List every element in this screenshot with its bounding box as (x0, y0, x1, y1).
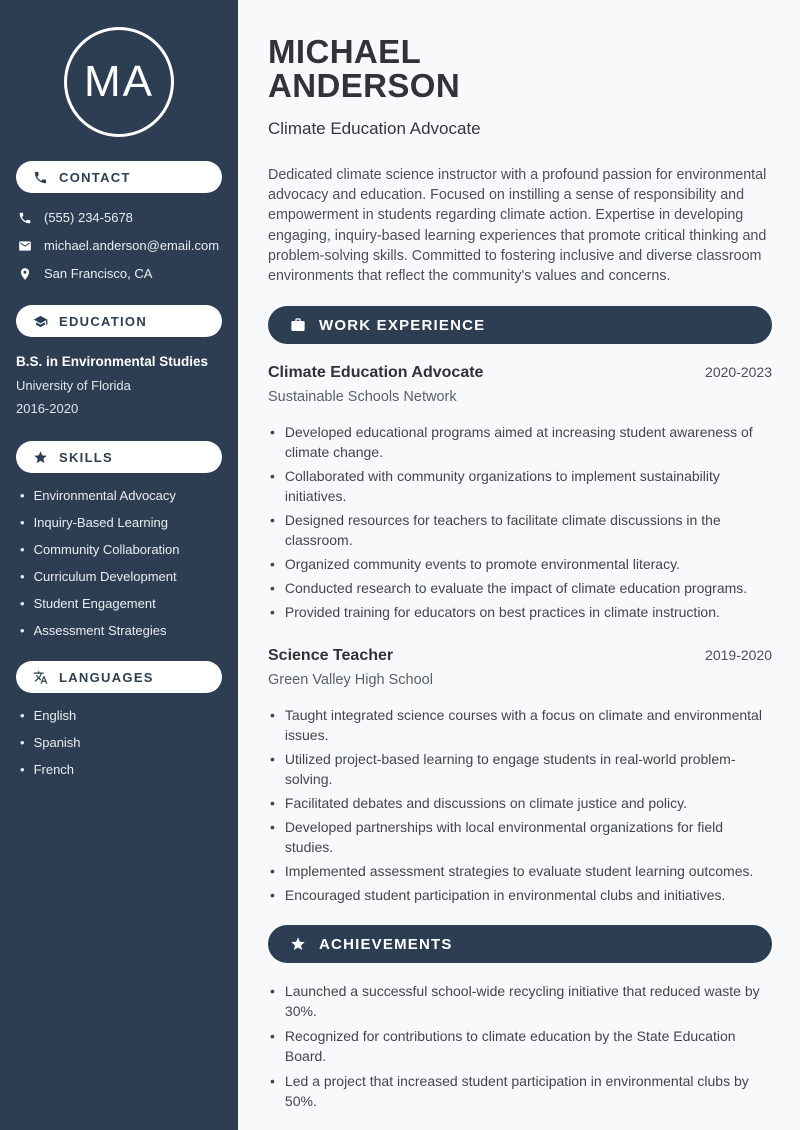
phone-icon (33, 170, 48, 185)
contact-section-header (16, 161, 222, 193)
job-dates: 2020-2023 (705, 364, 772, 381)
phone-number: (555) 234-5678 (44, 210, 133, 225)
sidebar (0, 0, 238, 1130)
language-item: • Spanish (20, 735, 230, 750)
name-line-1: MICHAEL (268, 33, 422, 70)
work-experience-label: WORK EXPERIENCE (319, 316, 486, 334)
language-item: • French (20, 762, 230, 777)
email-address: michael.anderson@email.com (44, 238, 220, 253)
languages-section-header (16, 661, 222, 693)
skills-list (0, 488, 238, 638)
contact-list (18, 210, 228, 281)
contact-section-label: CONTACT (59, 169, 131, 185)
avatar-initials: MA (84, 57, 154, 106)
job-header (268, 364, 772, 382)
degree-title: B.S. in Environmental Studies (16, 354, 209, 369)
star-icon (290, 936, 306, 952)
avatar (64, 27, 174, 137)
job-bullet: • Facilitated debates and discussions on climate justice and policy. (268, 793, 772, 813)
skill-item: • Curriculum Development (20, 569, 230, 584)
contact-phone (18, 210, 228, 225)
job-bullet: • Organized community events to promote environmental literacy. (268, 554, 772, 574)
job-bullet: • Encouraged student participation in environmental clubs and initiatives. (268, 885, 772, 905)
mail-icon (18, 239, 32, 253)
person-name (268, 35, 772, 103)
achievement-bullet: • Recognized for contributions to climate education by the State Education Board. (268, 1026, 772, 1066)
translate-icon (33, 670, 48, 685)
job-bullet: • Collaborated with community organizations to implement sustainability initiatives. (268, 466, 772, 506)
work-experience-section-header (268, 306, 772, 344)
phone-icon (18, 211, 32, 225)
contact-location (18, 266, 228, 281)
job-dates: 2019-2020 (705, 647, 772, 664)
job-bullet-list (268, 705, 772, 905)
education-section-header (16, 305, 222, 337)
job-bullet: • Conducted research to evaluate the impact of climate education programs. (268, 578, 772, 598)
job-entry (268, 647, 772, 905)
languages-list (0, 708, 238, 777)
job-bullet: • Developed educational programs aimed at increasing student awareness of climate change. (268, 422, 772, 462)
main-content (238, 0, 800, 1130)
job-title: Science Teacher (268, 647, 394, 665)
achievement-bullet: • Launched a successful school-wide recycling initiative that reduced waste by 30%. (268, 981, 772, 1021)
achievement-bullet: • Led a project that increased student participation in environmental clubs by 50%. (268, 1071, 772, 1111)
skill-item: • Environmental Advocacy (20, 488, 230, 503)
job-bullet-list (268, 422, 772, 622)
skill-item: • Inquiry-Based Learning (20, 515, 230, 530)
summary-paragraph: Dedicated climate science instructor with a profound passion for environmental advocacy and education. Focused on instilling a sense of responsibility and empowerment in students regarding climate action. Expertise in developing engaging, inquiry-based learning experiences that promote critical thinking and problem-solving skills. Committed to fostering inclusive and diverse classroom environments that reflect the community's values and concerns. (268, 167, 767, 285)
job-headline: Climate Education Advocate (268, 119, 481, 138)
graduation-cap-icon (33, 314, 48, 329)
job-bullet: • Implemented assessment strategies to evaluate student learning outcomes. (268, 861, 772, 881)
job-entry (268, 364, 772, 622)
job-bullet: • Taught integrated science courses with a focus on climate and environmental issues. (268, 705, 772, 745)
skills-section-header (16, 441, 222, 473)
location-text: San Francisco, CA (44, 266, 153, 281)
job-bullet: • Designed resources for teachers to facilitate climate discussions in the classroom. (268, 510, 772, 550)
job-company: Sustainable Schools Network (268, 389, 457, 406)
languages-section-label: LANGUAGES (59, 669, 154, 685)
name-line-2: ANDERSON (268, 67, 461, 104)
school-name: University of Florida (16, 378, 131, 393)
skill-item: • Community Collaboration (20, 542, 230, 557)
star-icon (33, 450, 48, 465)
contact-email (18, 238, 228, 253)
achievements-section-header (268, 925, 772, 963)
job-bullet: • Utilized project-based learning to engage students in real-world problem-solving. (268, 749, 772, 789)
job-bullet: • Provided training for educators on best practices in climate instruction. (268, 602, 772, 622)
skills-section-label: SKILLS (59, 449, 114, 465)
achievements-list (268, 981, 772, 1111)
skill-item: • Student Engagement (20, 596, 230, 611)
language-item: • English (20, 708, 230, 723)
briefcase-icon (290, 317, 306, 333)
education-section-label: EDUCATION (59, 313, 148, 329)
skill-item: • Assessment Strategies (20, 623, 230, 638)
job-title: Climate Education Advocate (268, 364, 484, 382)
education-years: 2016-2020 (16, 401, 79, 416)
location-pin-icon (18, 267, 32, 281)
job-bullet: • Developed partnerships with local environmental organizations for field studies. (268, 817, 772, 857)
education-entry (16, 353, 222, 416)
achievements-label: ACHIEVEMENTS (319, 935, 453, 953)
job-company: Green Valley High School (268, 672, 433, 689)
job-header (268, 647, 772, 665)
